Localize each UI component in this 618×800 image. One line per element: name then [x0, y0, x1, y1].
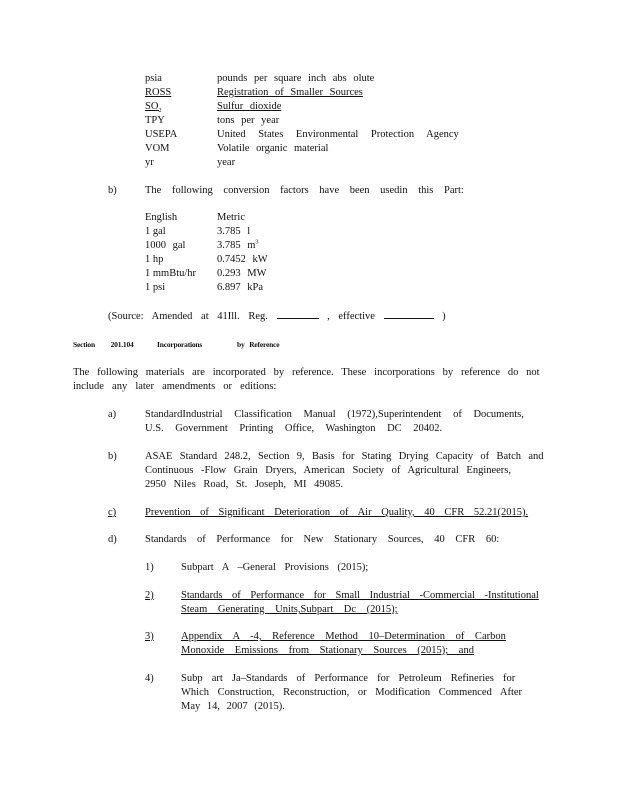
item-label: a): [108, 409, 117, 420]
subitem-line: Steam Generating Units,Subpart Dc (2015);: [181, 604, 398, 615]
abbr-definition: United States Environmental Protection Agency: [217, 129, 459, 140]
item-line: 2950 Niles Road, St. Joseph, MI 49085.: [145, 479, 343, 490]
conversion-intro: The following conversion factors have been usedin this Part:: [145, 185, 464, 196]
conversion-metric: 0.7452 kW: [217, 254, 268, 265]
subitem-line: Standards of Performance for Small Industrial -Commercial -Institutional: [181, 590, 539, 601]
conversion-header-metric: Metric: [217, 212, 245, 223]
source-note-close: ): [442, 311, 446, 322]
abbr-definition: pounds per square inch abs olute: [217, 73, 375, 84]
subitem-label: 1): [145, 562, 154, 573]
subitem-line: Monoxide Emissions from Stationary Sources (2015); and: [181, 645, 474, 656]
subitem-line: Appendix A -4, Reference Method 10–Determination of Carbon: [181, 631, 506, 642]
item-line: ASAE Standard 248.2, Section 9, Basis for Stating Drying Capacity of Batch and: [145, 451, 544, 462]
conversion-metric: 6.897 kPa: [217, 282, 263, 293]
abbr-term: ROSS: [145, 87, 172, 98]
section-number: Section 201.104: [73, 340, 134, 349]
abbr-definition: Sulfur dioxide: [217, 101, 282, 112]
subitem-label: 3): [145, 631, 154, 642]
conversion-metric: 0.293 MW: [217, 268, 267, 279]
item-line: U.S. Government Printing Office, Washington DC 20402.: [145, 423, 443, 434]
abbr-term: yr: [145, 157, 154, 168]
abbr-term: psia: [145, 73, 162, 84]
subitem-label: 2): [145, 590, 154, 601]
abbr-definition: Volatile organic material: [217, 143, 329, 154]
abbr-term: VOM: [145, 143, 170, 154]
section-by-reference: by Reference: [237, 340, 280, 349]
section-title: Incorporations: [157, 340, 203, 349]
conversion-metric: 3.785 $m^3$: [217, 239, 259, 251]
conversion-english: 1 psi: [145, 282, 166, 293]
abbr-term: TPY: [145, 115, 165, 126]
item-label: b): [108, 451, 117, 462]
source-note: [108, 309, 446, 323]
subitem-line: Subpart A –General Provisions (2015);: [181, 562, 369, 573]
conversion-english: 1 hp: [145, 254, 164, 265]
conversion-header-english: English: [145, 212, 178, 223]
subitem-label: 4): [145, 673, 154, 684]
conversion-english: 1 mmBtu/hr: [145, 268, 197, 279]
item-line: Standards of Performance for New Stationary Sources, 40 CFR 60:: [145, 534, 500, 545]
abbr-definition: year: [217, 157, 236, 168]
source-note-open: (Source: Amended at 41Ill. Reg.: [108, 311, 268, 322]
register-blank: [277, 309, 319, 319]
subitem-line: May 14, 2007 (2015).: [181, 701, 285, 712]
intro-line: include any later amendments or editions:: [73, 381, 277, 392]
item-label: b): [108, 185, 117, 196]
subitem-line: Which Construction, Reconstruction, or Modification Commenced After: [181, 687, 523, 698]
item-line: Continuous -Flow Grain Dryers, American Society of Agricultural Engineers,: [145, 465, 512, 476]
item-line: Prevention of Significant Deterioration of Air Quality, 40 CFR 52.21(2015).: [145, 507, 529, 518]
conversion-english: 1000 gal: [145, 240, 186, 251]
conversion-english: 1 gal: [145, 226, 166, 237]
abbr-term: $SO_2$: [145, 101, 162, 115]
intro-line: The following materials are incorporated by reference. These incorporations by reference do not: [73, 367, 540, 378]
abbr-term: USEPA: [145, 129, 178, 140]
abbr-definition: tons per year: [217, 115, 280, 126]
subitem-line: Subp art Ja–Standards of Performance for Petroleum Refineries for: [181, 673, 516, 684]
effective-date-blank: [384, 309, 434, 319]
source-note-mid: , effective: [327, 311, 375, 322]
item-line: StandardIndustrial Classification Manual (1972),Superintendent of Documents,: [145, 409, 524, 420]
abbr-definition: Registration of Smaller Sources: [217, 87, 363, 98]
conversion-metric: 3.785 l: [217, 226, 251, 237]
item-label: c): [108, 507, 117, 518]
item-label: d): [108, 534, 117, 545]
